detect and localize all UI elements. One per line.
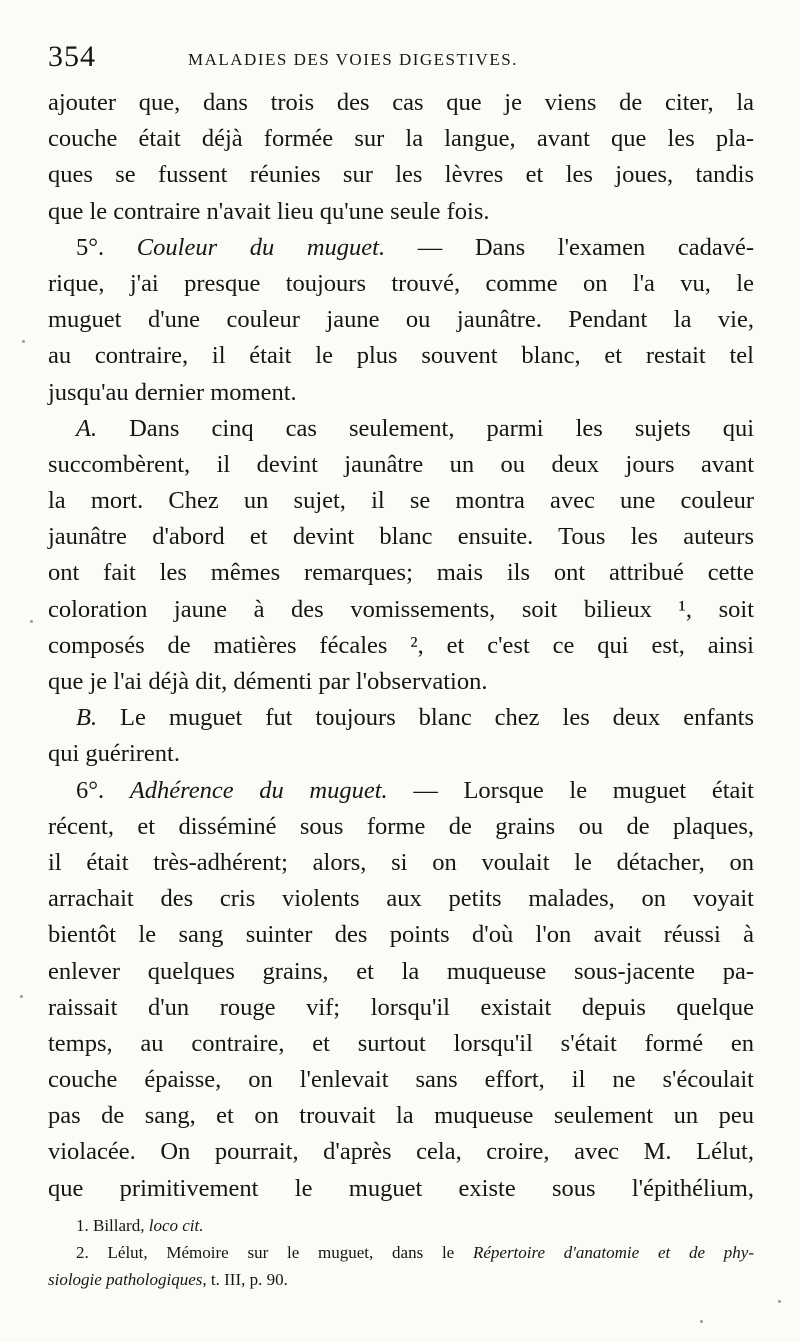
footnote-text: , t. III, p. 90. xyxy=(202,1270,288,1289)
text-line: que je l'ai déjà dit, démenti par l'observation. xyxy=(48,668,488,695)
text-line: couche était déjà formée sur la langue, avant que les pla- xyxy=(48,125,754,153)
footnotes xyxy=(48,1212,754,1293)
footnote-citation: Répertoire d'anatomie et de phy- xyxy=(472,1243,754,1262)
text-line: enlever quelques grains, et la muqueuse sous-jacente pa- xyxy=(48,957,754,985)
text-line: violacée. On pourrait, d'après cela, croire, avec M. Lélut, xyxy=(48,1138,754,1166)
text-line: ques se fussent réunies sur les lèvres et les joues, tandis xyxy=(48,161,754,189)
subsection-letter: A. xyxy=(76,414,98,442)
text-line: temps, au contraire, et surtout lorsqu'il s'était formé en xyxy=(48,1029,754,1057)
footnote-citation: loco cit. xyxy=(148,1216,204,1235)
text-line: pas de sang, et on trouvait la muqueuse seulement un peu xyxy=(48,1102,754,1130)
text-fragment: Le muguet fut toujours blanc chez les deux enfants xyxy=(97,704,754,732)
footnote-2 xyxy=(48,1239,754,1266)
footnote-mark: 1. xyxy=(76,1216,89,1235)
footnote-text: Lélut, Mémoire sur le muguet, dans le xyxy=(107,1243,473,1262)
paper-speck xyxy=(30,620,33,623)
text-line: jaunâtre d'abord et devint blanc ensuite. Tous les auteurs xyxy=(48,523,754,551)
page-number: 354 xyxy=(48,40,96,73)
text-fragment: — Dans l'examen cadavé- xyxy=(385,233,754,261)
section-title: Adhérence du muguet. xyxy=(129,776,388,804)
footnote-mark: 2. xyxy=(76,1243,89,1262)
text-line: composés de matières fécales ², et c'est ce qui est, ainsi xyxy=(48,631,754,659)
paper-speck xyxy=(20,995,23,998)
footnote-citation: siologie pathologiques xyxy=(48,1270,203,1289)
text-line: ajouter que, dans trois des cas que je viens de citer, la xyxy=(48,89,754,116)
text-line: coloration jaune à des vomissements, soit bilieux ¹, soit xyxy=(48,595,754,623)
text-line: rique, j'ai presque toujours trouvé, comme on l'a vu, le xyxy=(48,269,754,297)
page-header xyxy=(48,40,748,84)
subsection-line xyxy=(48,411,754,447)
section-title: Couleur du muguet. xyxy=(136,233,386,261)
text-line: bientôt le sang suinter des points d'où l'on avait réussi à xyxy=(48,921,754,949)
text-fragment: — Lorsque le muguet était xyxy=(387,776,754,804)
text-fragment: Dans cinq cas seulement, parmi les sujets qui xyxy=(97,414,754,442)
paper-speck xyxy=(778,1300,781,1303)
text-line: arrachait des cris violents aux petits malades, on voyait xyxy=(48,885,754,913)
text-line: il était très-adhérent; alors, si on voulait le détacher, on xyxy=(48,848,754,876)
text-line: succombèrent, il devint jaunâtre un ou deux jours avant xyxy=(48,450,754,478)
footnote-1 xyxy=(48,1212,754,1239)
text-line: muguet d'une couleur jaune ou jaunâtre. Pendant la vie, xyxy=(48,306,754,334)
section-heading-line xyxy=(48,230,754,266)
subsection-letter: B. xyxy=(76,704,98,732)
text-line: récent, et disséminé sous forme de grains ou de plaques, xyxy=(48,812,754,840)
text-line: au contraire, il était le plus souvent blanc, et restait tel xyxy=(48,342,754,370)
running-title: MALADIES DES VOIES DIGESTIVES. xyxy=(188,50,518,69)
body-text xyxy=(48,85,754,1207)
paper-speck xyxy=(700,1320,703,1323)
text-line: qui guérirent. xyxy=(48,740,180,768)
text-line: ont fait les mêmes remarques; mais ils ont attribué cette xyxy=(48,559,754,587)
text-line: jusqu'au dernier moment. xyxy=(48,378,297,406)
text-line: que le contraire n'avait lieu qu'une seule fois. xyxy=(48,197,490,225)
text-line: raissait d'un rouge vif; lorsqu'il existait depuis quelque xyxy=(48,993,754,1021)
section-number: 6°. xyxy=(76,776,130,804)
paper-speck xyxy=(22,340,25,343)
text-line: couche épaisse, on l'enlevait sans effort, il ne s'écoulait xyxy=(48,1066,754,1094)
section-number: 5°. xyxy=(76,233,137,261)
footnote-2-continued xyxy=(48,1266,754,1293)
footnote-text: Billard, xyxy=(93,1216,149,1235)
text-line: la mort. Chez un sujet, il se montra avec une couleur xyxy=(48,487,754,515)
subsection-line xyxy=(48,700,754,736)
section-heading-line xyxy=(48,773,754,809)
text-line: que primitivement le muguet existe sous l'épithélium, xyxy=(48,1174,754,1202)
